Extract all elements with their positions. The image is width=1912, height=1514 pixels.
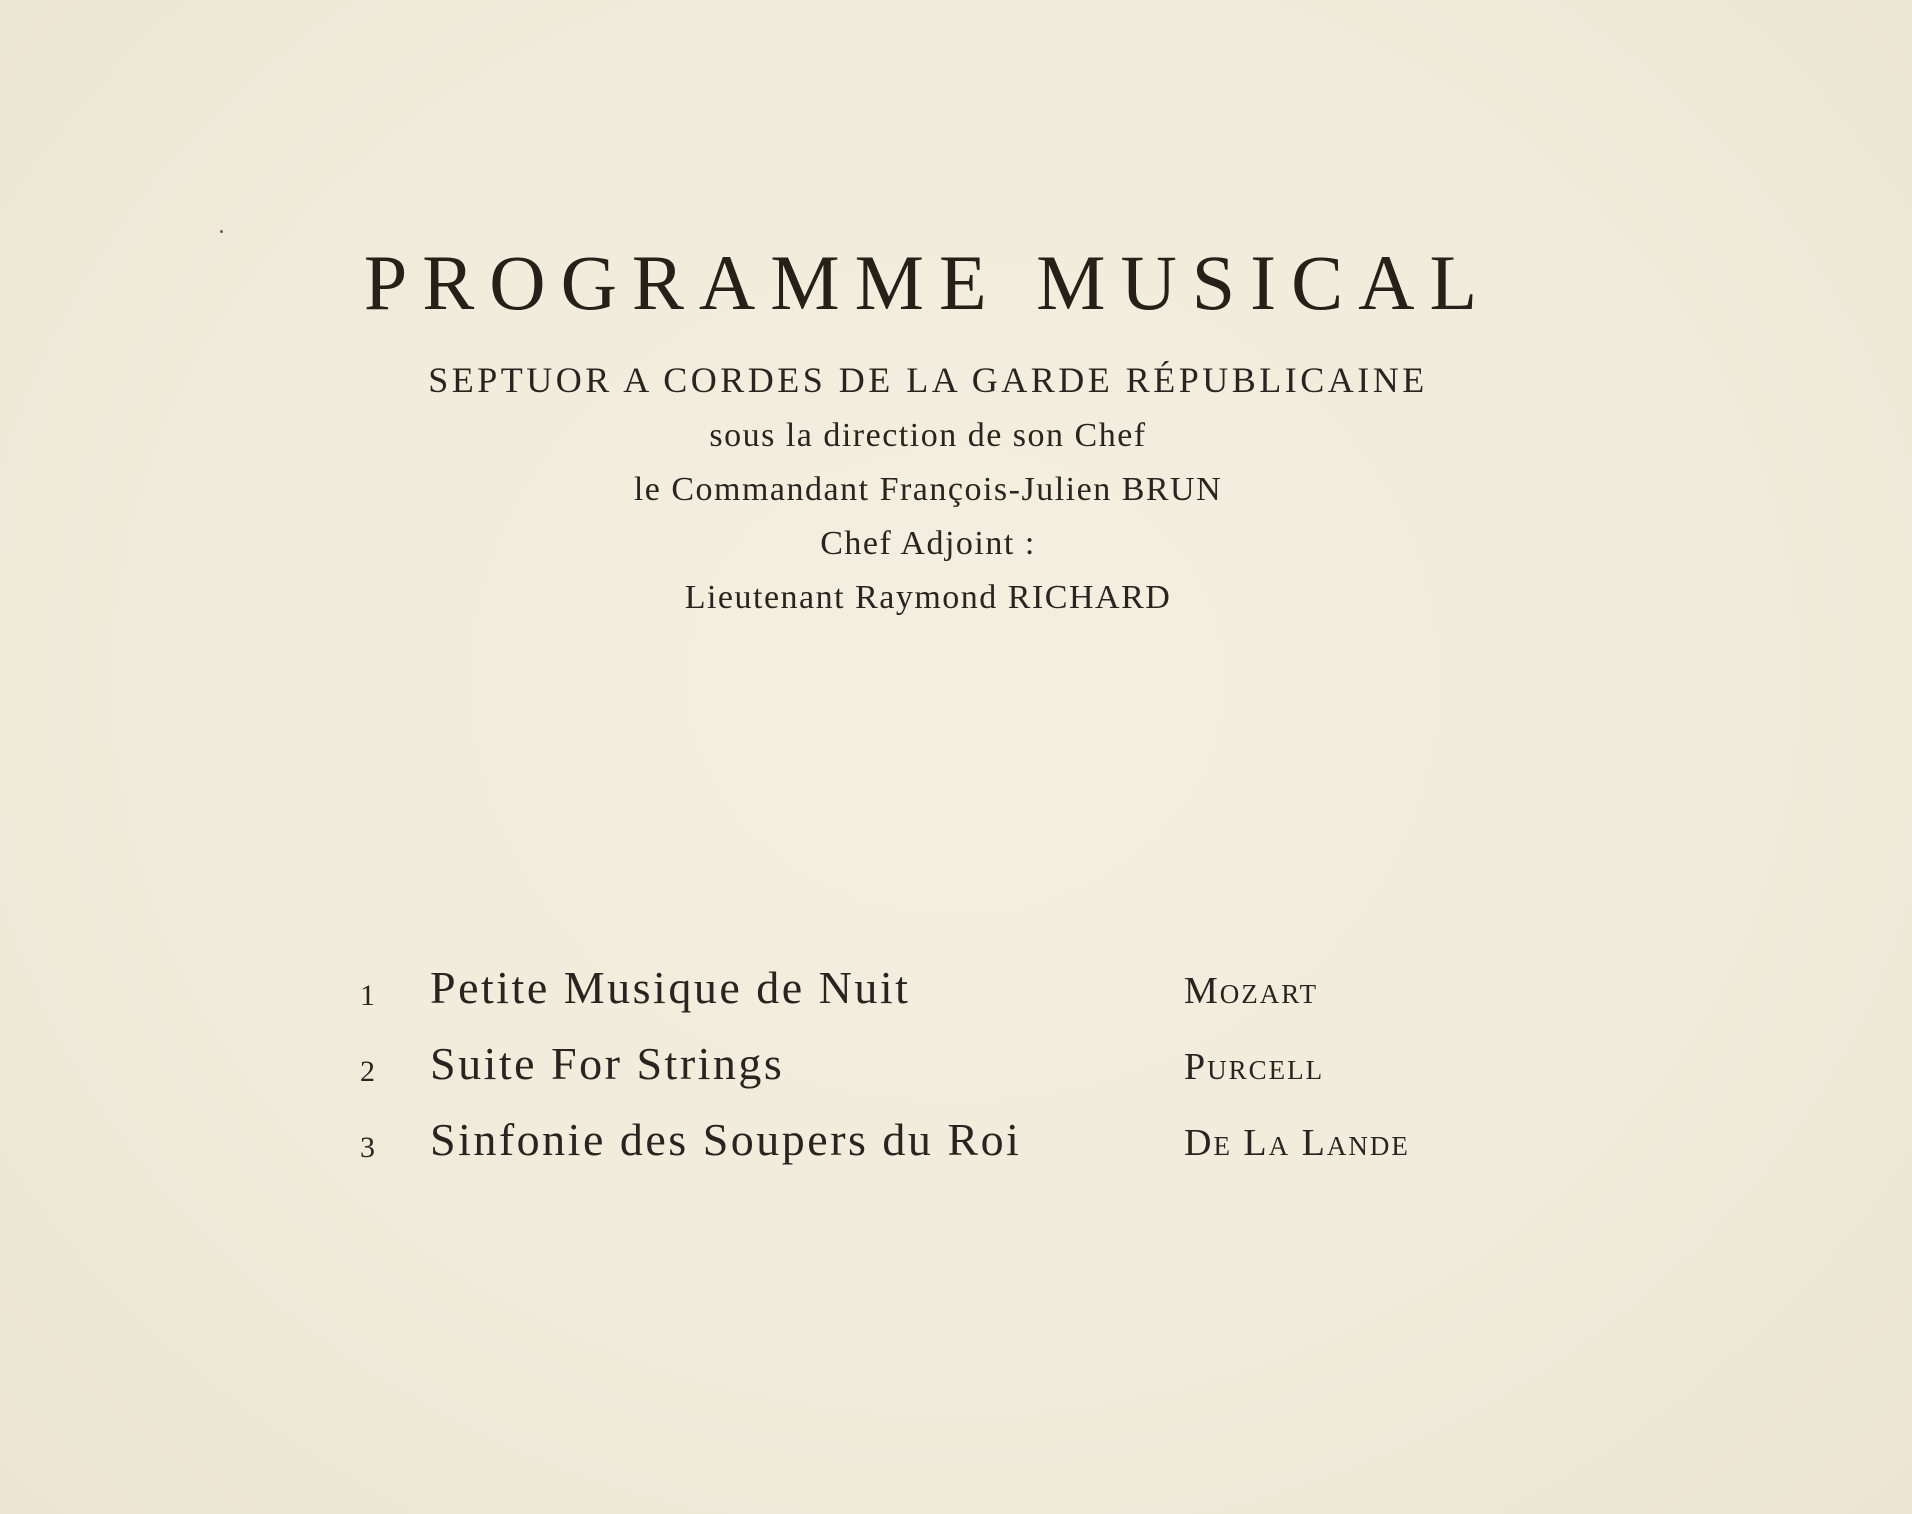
assistant-name: Lieutenant Raymond RICHARD <box>684 579 1172 616</box>
program-item <box>0 1108 1912 1178</box>
item-number: 1 <box>360 979 375 1012</box>
ensemble-name: SEPTUOR A CORDES DE LA GARDE RÉPUBLICAINE <box>428 360 1428 400</box>
direction-line: sous la direction de son Chef <box>709 417 1147 454</box>
assistant-label: Chef Adjoint : <box>820 525 1036 562</box>
item-number: 3 <box>360 1131 375 1164</box>
composer-name: De La Lande <box>1184 1122 1410 1164</box>
piece-title: Sinfonie des Soupers du Roi <box>430 1114 1022 1165</box>
composer-name: Mozart <box>1184 970 1319 1012</box>
piece-title: Petite Musique de Nuit <box>430 962 911 1013</box>
program-item <box>0 1032 1912 1102</box>
item-number: 2 <box>360 1055 375 1088</box>
paper-speck <box>220 230 223 233</box>
composer-name: Purcell <box>1184 1046 1325 1088</box>
page-title: PROGRAMME MUSICAL <box>363 239 1493 326</box>
piece-title: Suite For Strings <box>430 1038 785 1089</box>
conductor-line: le Commandant François-Julien BRUN <box>633 471 1223 508</box>
program-item <box>0 956 1912 1026</box>
